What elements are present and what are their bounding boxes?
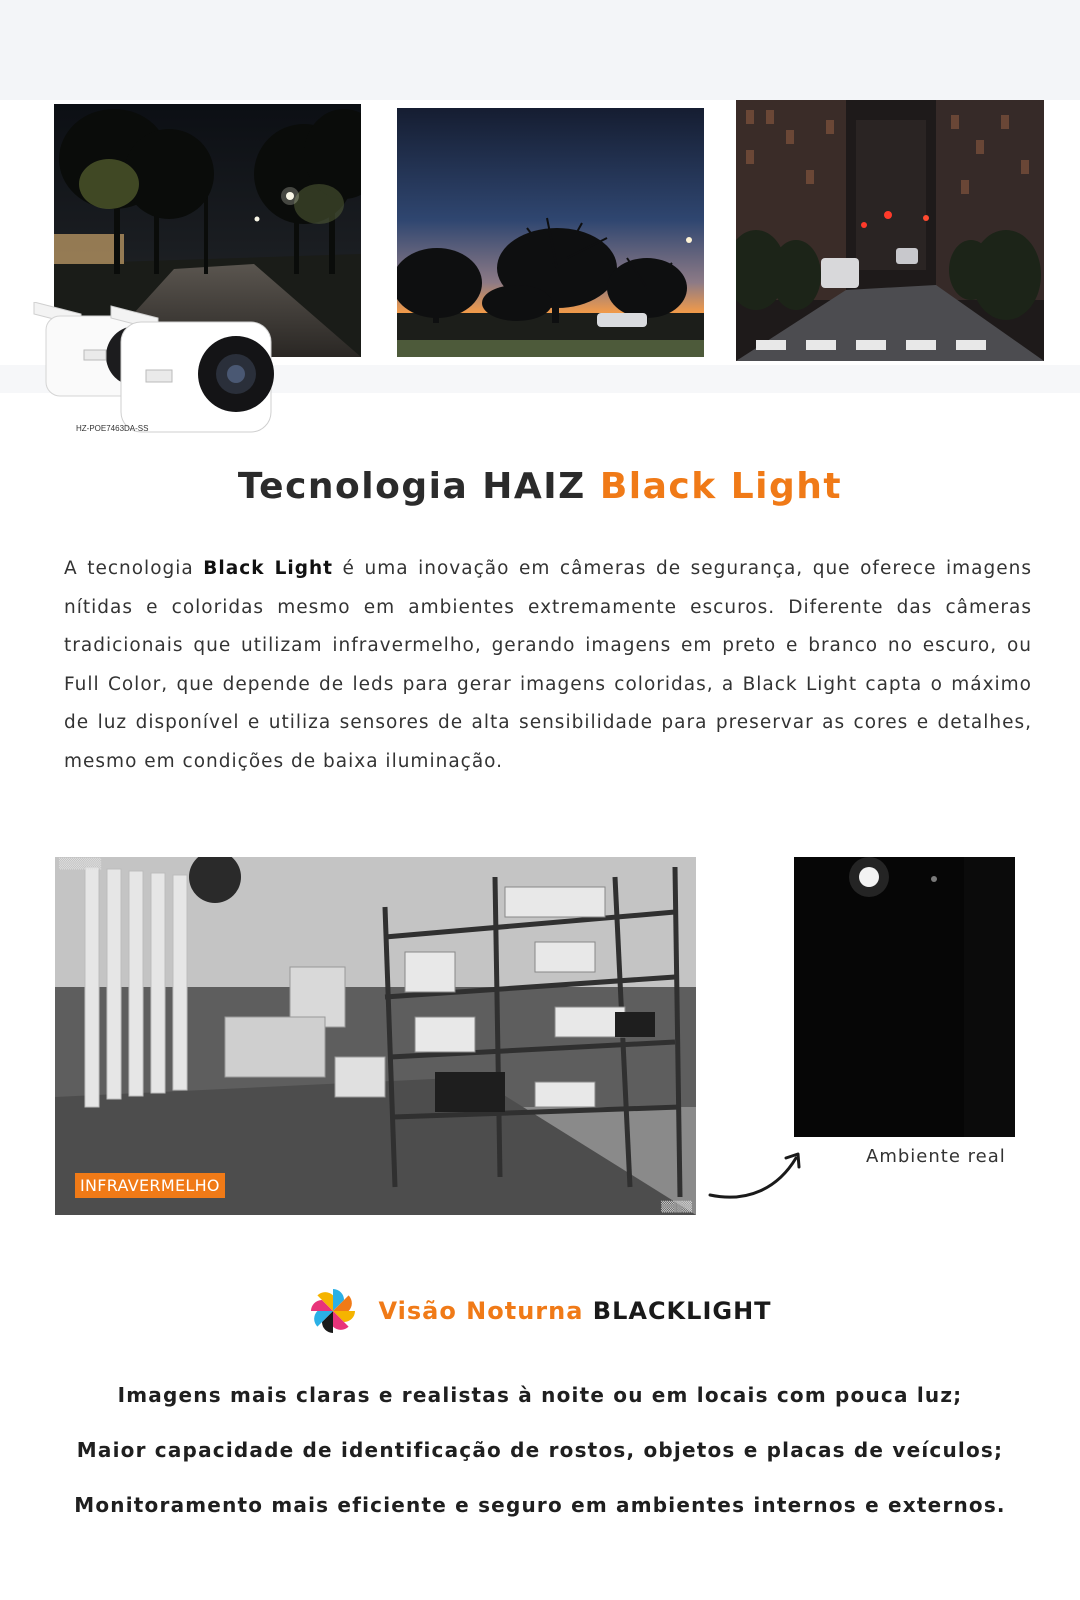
benefit-item: Maior capacidade de identificação de rostos, objetos e placas de veículos; [76,1438,1004,1462]
title-accent-text: Black Light [599,466,843,507]
benefit-item: Imagens mais claras e realistas à noite ou em locais com pouca luz; [117,1383,963,1407]
page-title [0,466,1080,507]
pinwheel-logo-icon [308,1286,358,1336]
bullet-cameras-product-image [26,302,286,452]
description-intro: A tecnologia [64,558,204,579]
ir-timestamp-overlay: ▒▒▒▒▒▒▒ [59,859,102,870]
camera-model-label: HZ-POE7463DA-SS [76,424,149,433]
real-environment-caption: Ambiente real [866,1146,1006,1167]
top-background-band [0,0,1080,100]
description-rest: é uma inovação em câmeras de segurança, que oferece imagens nítidas e coloridas mesmo em ambientes extremamente escuros. Diferente das câmeras tradicionais que utilizam infravermelho, gerando imagens em preto e branco no escuro, ou Full Color, que depende de leds para gerar imagens coloridas, a Black Light capta o máximo de luz disponível e utiliza sensores de alta sensibilidade para preservar as cores e detalhes, mesmo em condições de baixa iluminação. [64,558,1032,772]
benefit-item: Monitoramento mais eficiente e seguro em ambientes internos e externos. [74,1493,1006,1517]
sunset-trees-photo [397,108,704,357]
night-vision-accent: Visão Noturna [378,1297,593,1325]
camera-front-icon [111,306,274,432]
title-main-text: Tecnologia HAIZ [237,466,600,507]
night-vision-title [378,1297,771,1325]
infrared-badge: INFRAVERMELHO [75,1173,225,1198]
night-street-photo [736,100,1044,361]
real-environment-dark-image [794,857,1015,1137]
description-bold: Black Light [203,558,333,579]
night-vision-heading [0,1283,1080,1339]
curved-arrow-icon [708,1148,808,1208]
ir-camera-overlay: ▒▒▒▒ [661,1202,692,1213]
infrared-storage-room-image [55,857,696,1215]
night-vision-blacklight: BLACKLIGHT [592,1297,772,1325]
benefits-list [0,1368,1080,1533]
description-paragraph [64,550,1032,781]
